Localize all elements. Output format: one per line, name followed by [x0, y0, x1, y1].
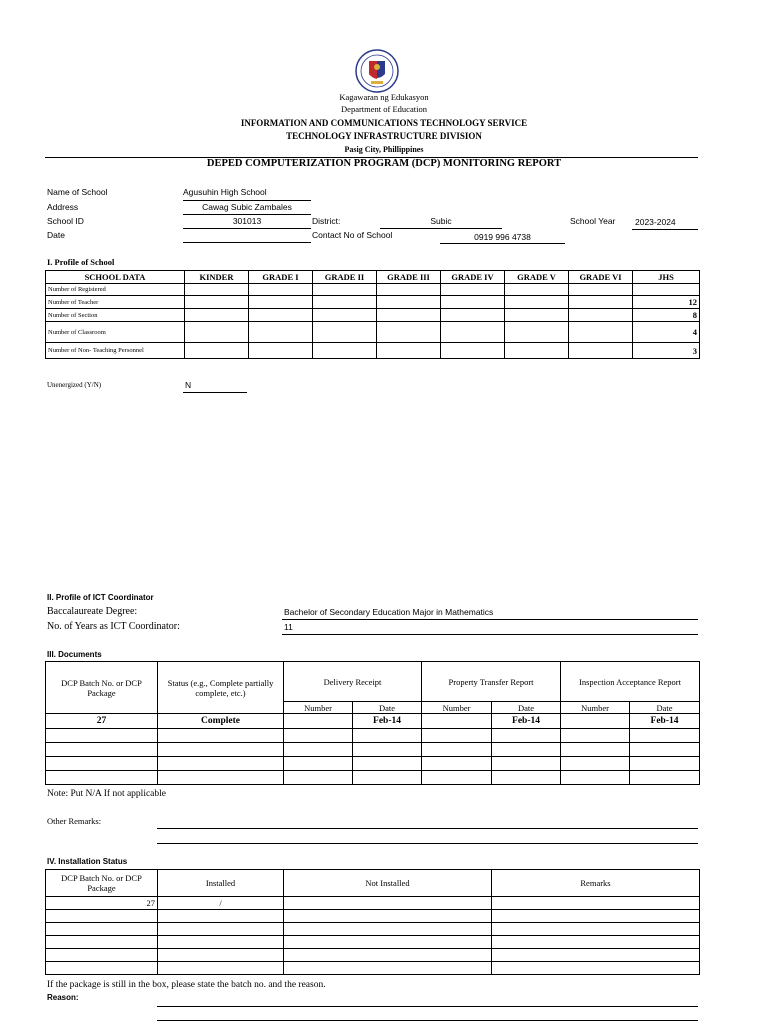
unenergized-value: N — [185, 380, 192, 390]
profile-jhs-value: 3 — [633, 343, 700, 359]
inst-header-installed: Installed — [158, 870, 284, 897]
header-line-1: Kagawaran ng Edukasyon — [339, 92, 429, 102]
table-row — [46, 910, 700, 923]
school-name-label: Name of School — [47, 187, 108, 197]
degree-label: Baccalaureate Degree: — [47, 606, 138, 617]
doc-sub-date: Date — [492, 702, 561, 714]
profile-header-grade2: GRADE II — [313, 271, 377, 284]
table-row — [46, 729, 700, 743]
profile-jhs-value: 8 — [633, 309, 700, 322]
table-row — [46, 771, 700, 785]
header-line-4: TECHNOLOGY INFRASTRUCTURE DIVISION — [286, 131, 482, 141]
school-id-value: 301013 — [232, 216, 262, 226]
doc-header-batch: DCP Batch No. or DCP Package — [46, 662, 158, 714]
table-row — [46, 949, 700, 962]
installation-table — [45, 869, 700, 975]
profile-header-grade3: GRADE III — [377, 271, 441, 284]
profile-section-title: I. Profile of School — [47, 257, 115, 267]
table-row — [46, 322, 700, 343]
profile-header-grade6: GRADE VI — [569, 271, 633, 284]
doc-sub-number: Number — [284, 702, 353, 714]
table-row — [46, 296, 700, 309]
table-row — [46, 309, 700, 322]
profile-jhs-value: 12 — [633, 296, 700, 309]
date-label: Date — [47, 230, 65, 240]
inst-header-batch: DCP Batch No. or DCP Package — [46, 870, 158, 897]
table-row — [46, 936, 700, 949]
profile-row-label: Number of Registered — [46, 284, 185, 296]
doc-sub-number: Number — [422, 702, 492, 714]
documents-section-title: III. Documents — [47, 650, 102, 659]
doc-header-inspection: Inspection Acceptance Report — [561, 662, 700, 702]
years-value: 11 — [284, 622, 293, 632]
doc-header-status: Status (e.g., Complete partially complete, etc.) — [158, 662, 284, 714]
doc-header-delivery: Delivery Receipt — [284, 662, 422, 702]
report-title: DEPED COMPUTERIZATION PROGRAM (DCP) MONITORING REPORT — [206, 158, 562, 169]
table-row — [46, 962, 700, 975]
documents-note: Note: Put N/A If not applicable — [47, 789, 166, 799]
table-row — [46, 923, 700, 936]
doc-header-property: Property Transfer Report — [422, 662, 561, 702]
doc-sub-number: Number — [561, 702, 630, 714]
school-name-value: Agusuhin High School — [183, 187, 267, 197]
installation-section-title: IV. Installation Status — [47, 857, 128, 866]
profile-header-kinder: KINDER — [185, 271, 249, 284]
profile-header-jhs: JHS — [633, 271, 700, 284]
address-label: Address — [47, 202, 79, 212]
profile-header-grade5: GRADE V — [505, 271, 569, 284]
profile-header-school-data: SCHOOL DATA — [46, 271, 185, 284]
contact-label: Contact No of School — [312, 230, 393, 240]
table-row: 27 Complete Feb-14 Feb-14 Feb-14 — [46, 714, 700, 729]
profile-jhs-value — [633, 284, 700, 296]
table-row — [46, 757, 700, 771]
other-remarks-line — [157, 843, 698, 844]
years-label: No. of Years as ICT Coordinator: — [47, 621, 180, 632]
documents-table — [45, 661, 700, 785]
address-value: Cawag Subic Zambales — [202, 202, 292, 212]
doc-sub-date: Date — [630, 702, 700, 714]
unenergized-label: Unenergized (Y/N) — [47, 381, 102, 389]
profile-jhs-value: 4 — [633, 322, 700, 343]
other-remarks-line — [157, 828, 698, 829]
ict-section-title: II. Profile of ICT Coordinator — [47, 593, 154, 602]
district-value: Subic — [430, 216, 452, 226]
header-line-3: INFORMATION AND COMMUNICATIONS TECHNOLOGY SERVICE — [240, 118, 528, 128]
inst-header-remarks: Remarks — [492, 870, 700, 897]
profile-header-grade1: GRADE I — [249, 271, 313, 284]
profile-row-label: Number of Non- Teaching Personnel — [46, 343, 185, 359]
table-row: 27 / — [46, 897, 700, 910]
school-year-value: 2023-2024 — [635, 217, 676, 227]
header-line-5: Pasig City, Phillippines — [344, 145, 424, 154]
table-row — [46, 743, 700, 757]
profile-row-label: Number of Section — [46, 309, 185, 322]
profile-header-grade4: GRADE IV — [441, 271, 505, 284]
school-id-label: School ID — [47, 216, 84, 226]
school-profile-table — [45, 270, 700, 359]
table-row — [46, 284, 700, 296]
contact-value: 0919 996 4738 — [474, 232, 531, 242]
table-row — [46, 343, 700, 359]
reason-label: Reason: — [47, 993, 79, 1002]
box-note: If the package is still in the box, please state the batch no. and the reason. — [47, 980, 326, 990]
reason-line — [157, 1020, 698, 1021]
district-label: District: — [312, 216, 341, 226]
doc-sub-date: Date — [353, 702, 422, 714]
header-line-2: Department of Education — [341, 104, 427, 114]
other-remarks-label: Other Remarks: — [47, 816, 102, 826]
school-year-label: School Year — [570, 216, 616, 226]
profile-row-label: Number of Classroom — [46, 322, 185, 343]
reason-line — [157, 1006, 698, 1007]
degree-value: Bachelor of Secondary Education Major in Mathematics — [284, 607, 494, 617]
deped-seal-icon — [347, 48, 407, 94]
profile-row-label: Number of Teacher — [46, 296, 185, 309]
inst-header-not-installed: Not Installed — [284, 870, 492, 897]
